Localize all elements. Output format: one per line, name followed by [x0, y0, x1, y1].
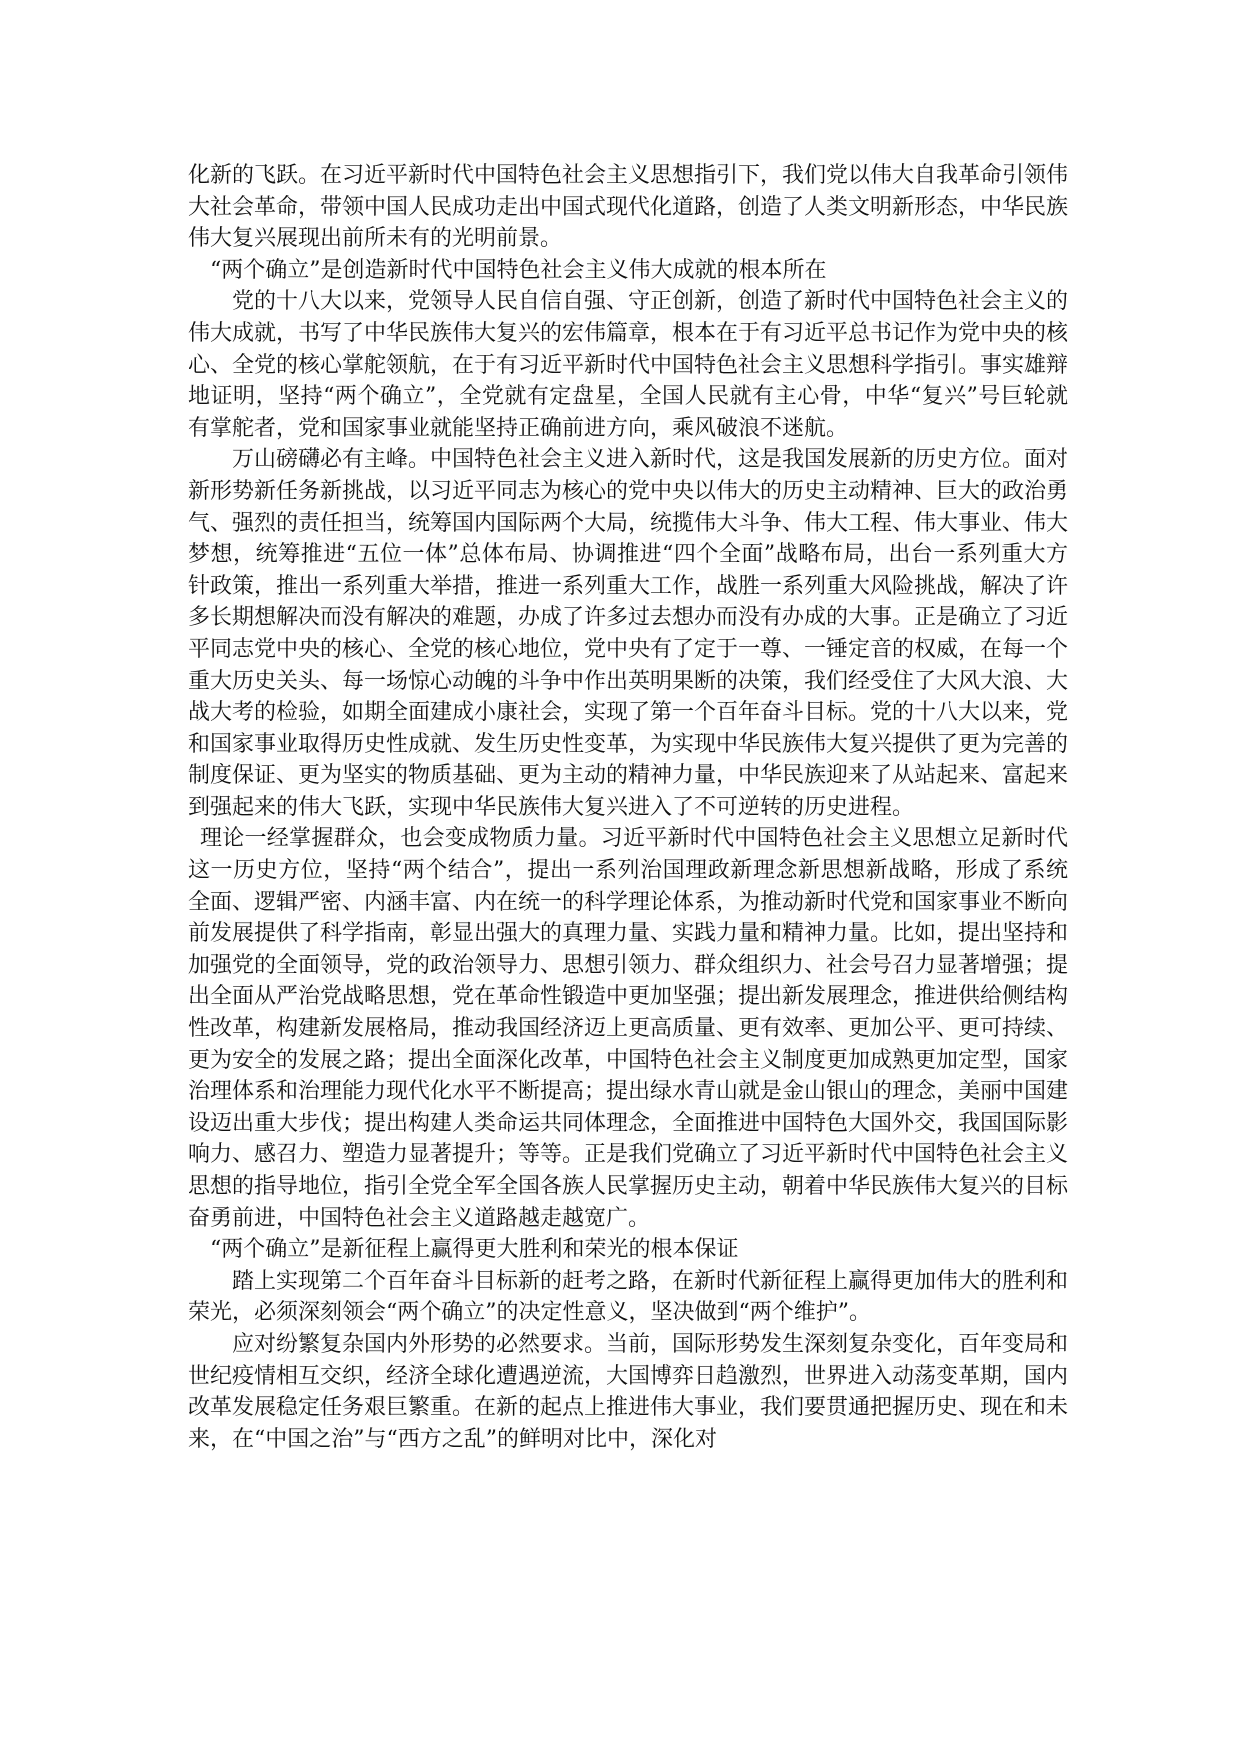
paragraph: 应对纷繁复杂国内外形势的必然要求。当前，国际形势发生深刻复杂变化，百年变局和世纪疫情相互交织，经济全球化遭遇逆流，大国博弈日趋激烈，世界进入动荡变革期，国内改革发展稳定任务艰巨繁重。在新的起点上推进伟大事业，我们要贯通把握历史、现在和未来，在“中国之治”与“西方之乱”的鲜明对比中，深化对 — [188, 1331, 1069, 1452]
paragraph: 化新的飞跃。在习近平新时代中国特色社会主义思想指引下，我们党以伟大自我革命引领伟大社会革命，带领中国人民成功走出中国式现代化道路，创造了人类文明新形态，中华民族伟大复兴展现出前所未有的光明前景。 — [188, 163, 1069, 252]
paragraph: 党的十八大以来，党领导人民自信自强、守正创新，创造了新时代中国特色社会主义的伟大成就，书写了中华民族伟大复兴的宏伟篇章，根本在于有习近平总书记作为党中央的核心、全党的核心掌舵领航，在于有习近平新时代中国特色社会主义思想科学指引。事实雄辩地证明，坚持“两个确立”，全党就有定盘星，全国人民就有主心骨，中华“复兴”号巨轮就有掌舵者，党和国家事业就能坚持正确前进方向，乘风破浪不迷航。 — [188, 289, 1069, 441]
section-heading: “两个确立”是创造新时代中国特色社会主义伟大成就的根本所在 — [210, 257, 827, 283]
paragraph: 万山磅礴必有主峰。中国特色社会主义进入新时代，这是我国发展新的历史方位。面对新形势新任务新挑战，以习近平同志为核心的党中央以伟大的历史主动精神、巨大的政治勇气、强烈的责任担当，统筹国内国际两个大局，统揽伟大斗争、伟大工程、伟大事业、伟大梦想，统筹推进“五位一体”总体布局、协调推进“四个全面”战略布局，出台一系列重大方针政策，推出一系列重大举措，推进一系列重大工作，战胜一系列重大风险挑战，解决了许多长期想解决而没有解决的难题，办成了许多过去想办而没有办成的大事。正是确立了习近平同志党中央的核心、全党的核心地位，党中央有了定于一尊、一锤定音的权威，在每一个重大历史关头、每一场惊心动魄的斗争中作出英明果断的决策，我们经受住了大风大浪、大战大考的检验，如期全面建成小康社会，实现了第一个百年奋斗目标。党的十八大以来，党和国家事业取得历史性成就、发生历史性变革，为实现中华民族伟大复兴提供了更为完善的制度保证、更为坚实的物质基础、更为主动的精神力量，中华民族迎来了从站起来、富起来到强起来的伟大飞跃，实现中华民族伟大复兴进入了不可逆转的历史进程。 — [188, 447, 1069, 820]
paragraph: 踏上实现第二个百年奋斗目标新的赶考之路，在新时代新征程上赢得更加伟大的胜利和荣光，必须深刻领会“两个确立”的决定性意义，坚决做到“两个维护”。 — [188, 1268, 1069, 1326]
article-body — [188, 160, 1068, 1455]
section-heading: “两个确立”是新征程上赢得更大胜利和荣光的根本保证 — [210, 1237, 739, 1263]
paragraph: 理论一经掌握群众，也会变成物质力量。习近平新时代中国特色社会主义思想立足新时代这一历史方位，坚持“两个结合”，提出一系列治国理政新理念新思想新战略，形成了系统全面、逻辑严密、内涵丰富、内在统一的科学理论体系，为推动新时代党和国家事业不断向前发展提供了科学指南，彰显出强大的真理力量、实践力量和精神力量。比如，提出坚持和加强党的全面领导，党的政治领导力、思想引领力、群众组织力、社会号召力显著增强；提出全面从严治党战略思想，党在革命性锻造中更加坚强；提出新发展理念，推进供给侧结构性改革，构建新发展格局，推动我国经济迈上更高质量、更有效率、更加公平、更可持续、更为安全的发展之路；提出全面深化改革，中国特色社会主义制度更加成熟更加定型，国家治理体系和治理能力现代化水平不断提高；提出绿水青山就是金山银山的理念，美丽中国建设迈出重大步伐；提出构建人类命运共同体理念，全面推进中国特色大国外交，我国国际影响力、感召力、塑造力显著提升；等等。正是我们党确立了习近平新时代中国特色社会主义思想的指导地位，指引全党全军全国各族人民掌握历史主动，朝着中华民族伟大复兴的目标奋勇前进，中国特色社会主义道路越走越宽广。 — [188, 826, 1069, 1231]
